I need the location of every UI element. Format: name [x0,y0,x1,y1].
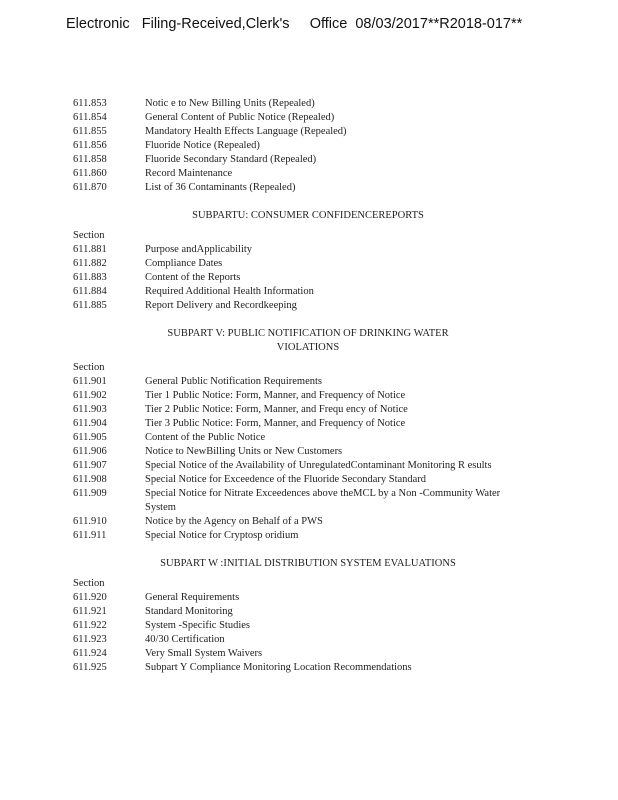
section-title: Tier 2 Public Notice: Form, Manner, and Frequ ency of Notice [145,404,408,415]
subpart-u-heading: SUBPARTU: CONSUMER CONFIDENCEREPORTS [192,210,424,221]
section-title: General Content of Public Notice (Repealed) [145,112,335,123]
list-item [73,153,593,167]
section-title: Required Additional Health Information [145,286,314,297]
section-title: Tier 1 Public Notice: Form, Manner, and Frequency of Notice [145,390,406,401]
section-number: 611.858 [73,154,107,165]
section-number: 611.904 [73,418,107,429]
section-title: 40/30 Certification [145,634,225,645]
subpart-v-list [73,375,593,543]
subpart-w-heading: SUBPART W :INITIAL DISTRIBUTION SYSTEM EVALUATIONS [160,558,456,569]
section-label: Section [73,578,105,589]
section-number: 611.923 [73,634,107,645]
top-section-list [73,97,593,195]
section-number: 611.884 [73,286,107,297]
section-title: Special Notice for Exceedence of the Fluoride Secondary Standard [145,474,427,485]
section-title: Content of the Public Notice [145,432,266,443]
list-item [73,619,593,633]
section-number: 611.854 [73,112,107,123]
section-title: Tier 3 Public Notice: Form, Manner, and Frequency of Notice [145,418,406,429]
section-title: Fluoride Notice (Repealed) [145,140,260,151]
section-number: 611.905 [73,432,107,443]
section-title: Notice by the Agency on Behalf of a PWS [145,516,323,527]
section-label: Section [73,362,105,373]
list-item [73,271,593,285]
filing-header: Electronic Filing-Received,Clerk's Office 08/03/2017**R2018-017** [66,16,523,32]
list-item [73,167,593,181]
list-item [73,473,593,487]
section-title: System -Specific Studies [145,620,250,631]
section-number: 611.882 [73,258,107,269]
list-item [73,403,593,417]
section-title: Subpart Y Compliance Monitoring Location Recommendations [145,662,412,673]
section-title: Special Notice of the Availability of UnregulatedContaminant Monitoring R esults [145,460,492,471]
list-item [73,459,593,473]
section-number: 611.855 [73,126,107,137]
section-label: Section [73,230,105,241]
section-number: 611.856 [73,140,107,151]
list-item [73,375,593,389]
list-item [73,417,593,431]
section-title: Fluoride Secondary Standard (Repealed) [145,154,317,165]
subpart-u-list [73,243,593,313]
list-item [73,243,593,257]
section-title: Very Small System Waivers [145,648,263,659]
section-title: Mandatory Health Effects Language (Repealed) [145,126,347,137]
section-number: 611.901 [73,376,107,387]
section-title: Report Delivery and Recordkeeping [145,300,297,311]
section-number: 611.902 [73,390,107,401]
section-number: 611.922 [73,620,107,631]
section-number: 611.881 [73,244,107,255]
list-item [73,515,593,529]
section-number: 611.907 [73,460,107,471]
section-title: Content of the Reports [145,272,241,283]
list-item [73,647,593,661]
section-number: 611.910 [73,516,107,527]
section-title: Special Notice for Cryptosp oridium [145,530,299,541]
section-number: 611.911 [73,530,107,541]
section-number: 611.885 [73,300,107,311]
section-number: 611.853 [73,98,107,109]
section-number: 611.906 [73,446,107,457]
section-title: General Public Notification Requirements [145,376,322,387]
list-item [73,591,593,605]
list-item [73,445,593,459]
section-title: Special Notice for Nitrate Exceedences above theMCL by a Non -Community Water System [145,488,501,513]
list-item [73,605,593,619]
list-item [73,257,593,271]
list-item [73,389,593,403]
section-title: General Requirements [145,592,240,603]
section-title: Standard Monitoring [145,606,233,617]
subpart-w-list [73,591,593,675]
table-of-contents [73,97,593,675]
section-number: 611.883 [73,272,107,283]
section-title: Record Maintenance [145,168,233,179]
section-number: 611.909 [73,488,107,499]
section-title: Notic e to New Billing Units (Repealed) [145,98,315,109]
section-number: 611.860 [73,168,107,179]
section-number: 611.924 [73,648,107,659]
list-item [73,487,593,515]
list-item [73,633,593,647]
subpart-v-heading: SUBPART V: PUBLIC NOTIFICATION OF DRINKING WATER [167,328,449,339]
section-title: Purpose andApplicability [145,244,253,255]
section-number: 611.903 [73,404,107,415]
subpart-v-heading-continued: VIOLATIONS [276,342,340,353]
list-item [73,97,593,111]
section-number: 611.870 [73,182,107,193]
section-number: 611.921 [73,606,107,617]
section-number: 611.908 [73,474,107,485]
section-title: Compliance Dates [145,258,223,269]
section-number: 611.925 [73,662,107,673]
list-item [73,299,593,313]
list-item [73,661,593,675]
section-number: 611.920 [73,592,107,603]
section-title: Notice to NewBilling Units or New Customers [145,446,343,457]
section-title: List of 36 Contaminants (Repealed) [145,182,296,193]
list-item [73,139,593,153]
list-item [73,111,593,125]
list-item [73,431,593,445]
list-item [73,529,593,543]
list-item [73,285,593,299]
list-item [73,125,593,139]
list-item [73,181,593,195]
